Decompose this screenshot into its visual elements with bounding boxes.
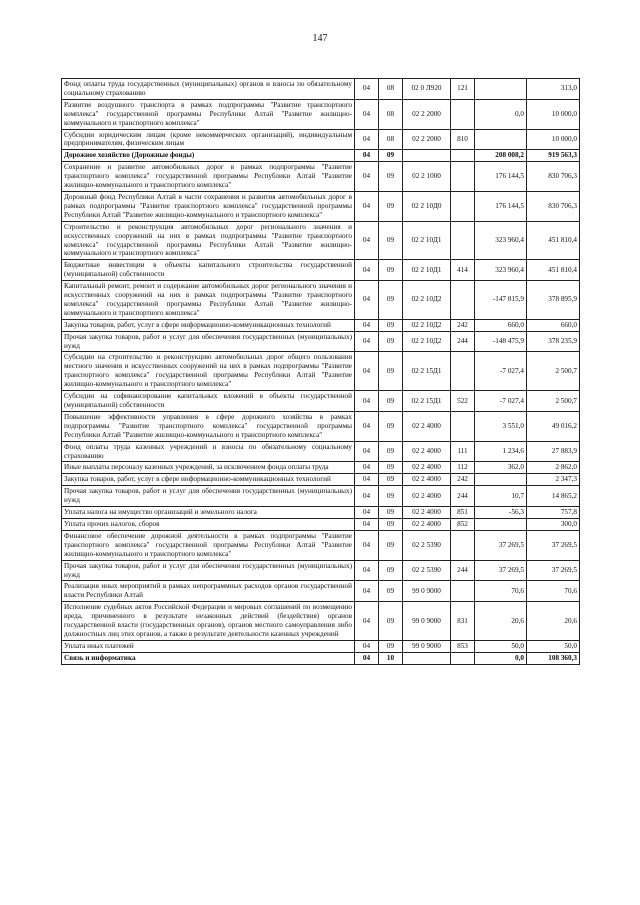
section-code: 04: [355, 79, 379, 100]
expense-type-code: [451, 221, 475, 260]
target-article-code: 02 2 4000: [403, 518, 451, 530]
section-code: 04: [355, 191, 379, 221]
expense-type-code: 244: [451, 486, 475, 507]
budget-item-name: Субсидии юридическим лицам (кроме некоммерческих организаций), индивидуальным предпринимателям, физическим лицам: [62, 129, 355, 150]
table-row: [62, 260, 580, 281]
budget-item-name: Реализация иных мероприятий в рамках непрограммных расходов органов государственной власти Республики Алтай: [62, 581, 355, 602]
section-code: 04: [355, 352, 379, 391]
target-article-code: 02 2 4000: [403, 507, 451, 519]
amount-change: 37 269,5: [475, 530, 527, 560]
page-number: 147: [312, 33, 328, 44]
amount-total: 378 235,9: [527, 331, 580, 352]
budget-item-name: Уплата прочих налогов, сборов: [62, 518, 355, 530]
subsection-code: 09: [379, 507, 403, 519]
table-row: [62, 581, 580, 602]
table-row: [62, 474, 580, 486]
amount-change: 0,0: [475, 99, 527, 129]
section-code: 04: [355, 281, 379, 320]
target-article-code: 99 0 9000: [403, 581, 451, 602]
table-row: [62, 602, 580, 641]
table-row: [62, 462, 580, 474]
section-code: 04: [355, 129, 379, 150]
section-code: 04: [355, 581, 379, 602]
budget-item-name: Развитие воздушного транспорта в рамках подпрограммы "Развитие транспортного комплекса" государственной программы Республики Алтай "Развитие жилищно-коммунального и транспортного комплекса": [62, 99, 355, 129]
amount-change: [475, 129, 527, 150]
section-code: 04: [355, 530, 379, 560]
section-code: 04: [355, 162, 379, 192]
amount-total: 49 016,2: [527, 411, 580, 441]
budget-item-name: Сохранение и развитие автомобильных дорог в рамках подпрограммы "Развитие транспортного комплекса" государственной программы Республики Алтай "Развитие жилищно-коммунального и транспортного комплекса": [62, 162, 355, 192]
expense-type-code: [451, 150, 475, 162]
expense-type-code: 831: [451, 602, 475, 641]
expense-type-code: [451, 652, 475, 664]
subsection-code: 09: [379, 352, 403, 391]
target-article-code: 02 2 4000: [403, 411, 451, 441]
budget-item-name: Субсидии на софинансирование капитальных вложений в объекты государственной (муниципальной) собственности: [62, 391, 355, 412]
amount-total: 757,8: [527, 507, 580, 519]
budget-item-name: Прочая закупка товаров, работ и услуг для обеспечения государственных (муниципальных) нужд: [62, 560, 355, 581]
subsection-code: 09: [379, 518, 403, 530]
table-row: [62, 560, 580, 581]
amount-change: 323 960,4: [475, 260, 527, 281]
table-row: [62, 319, 580, 331]
table-row: [62, 129, 580, 150]
subsection-code: 10: [379, 652, 403, 664]
amount-total: 2 500,7: [527, 391, 580, 412]
amount-total: 20,6: [527, 602, 580, 641]
table-row: [62, 352, 580, 391]
target-article-code: [403, 652, 451, 664]
section-code: 04: [355, 221, 379, 260]
section-code: 04: [355, 518, 379, 530]
budget-item-name: Фонд оплаты труда казенных учреждений и взносы по обязательному социальному страхованию: [62, 441, 355, 462]
table-row: [62, 530, 580, 560]
budget-table-body: [62, 79, 580, 665]
amount-change: 176 144,5: [475, 191, 527, 221]
budget-item-name: Исполнение судебных актов Российской Федерации и мировых соглашений по возмещению вреда, причиненного в результате незаконных действий (бездействия) органов государственной власти (государственных органов), органов местного самоуправления либо должностных лиц этих органов, а также в результате деятельности казенных учреждений: [62, 602, 355, 641]
budget-table: [61, 78, 580, 665]
section-code: 04: [355, 319, 379, 331]
subsection-code: 09: [379, 391, 403, 412]
target-article-code: 02 2 2000: [403, 99, 451, 129]
budget-item-name: Закупка товаров, работ, услуг в сфере информационно-коммуникационных технологий: [62, 319, 355, 331]
amount-change: 323 960,4: [475, 221, 527, 260]
amount-change: 362,0: [475, 462, 527, 474]
amount-total: 2 862,0: [527, 462, 580, 474]
section-code: 04: [355, 260, 379, 281]
expense-type-code: 112: [451, 462, 475, 474]
section-code: 04: [355, 331, 379, 352]
subsection-code: 09: [379, 162, 403, 192]
target-article-code: 02 2 5390: [403, 560, 451, 581]
table-row: [62, 99, 580, 129]
budget-item-name: Иные выплаты персоналу казенных учреждений, за исключением фонда оплаты труда: [62, 462, 355, 474]
target-article-code: 02 2 4000: [403, 486, 451, 507]
budget-item-name: Дорожное хозяйство (Дорожные фонды): [62, 150, 355, 162]
subsection-code: 09: [379, 581, 403, 602]
expense-type-code: 242: [451, 319, 475, 331]
expense-type-code: [451, 99, 475, 129]
amount-total: 300,0: [527, 518, 580, 530]
subsection-code: 09: [379, 331, 403, 352]
amount-total: 451 810,4: [527, 260, 580, 281]
expense-type-code: 810: [451, 129, 475, 150]
budget-item-name: Фонд оплаты труда государственных (муниципальных) органов и взносы по обязательному социальному страхованию: [62, 79, 355, 100]
expense-type-code: [451, 581, 475, 602]
subsection-code: 09: [379, 221, 403, 260]
expense-type-code: 111: [451, 441, 475, 462]
expense-type-code: [451, 352, 475, 391]
expense-type-code: 414: [451, 260, 475, 281]
amount-change: 20,6: [475, 602, 527, 641]
budget-item-name: Дорожный фонд Республики Алтай в части сохранения и развития автомобильных дорог в рамках подпрограммы "Развитие транспортного комплекса" государственной программы Республики Алтай "Развитие жилищно-коммунального и транспортного комплекса": [62, 191, 355, 221]
table-row: [62, 652, 580, 664]
subsection-code: 09: [379, 530, 403, 560]
amount-change: 176 144,5: [475, 162, 527, 192]
target-article-code: 02 2 15Д1: [403, 391, 451, 412]
amount-change: -7 027,4: [475, 352, 527, 391]
section-code: 04: [355, 150, 379, 162]
amount-change: -7 027,4: [475, 391, 527, 412]
subsection-code: 08: [379, 79, 403, 100]
subsection-code: 09: [379, 441, 403, 462]
section-code: 04: [355, 99, 379, 129]
table-row: [62, 441, 580, 462]
subsection-code: 09: [379, 474, 403, 486]
amount-change: 660,0: [475, 319, 527, 331]
amount-change: -148 475,9: [475, 331, 527, 352]
expense-type-code: [451, 530, 475, 560]
subsection-code: 09: [379, 150, 403, 162]
table-row: [62, 150, 580, 162]
expense-type-code: 522: [451, 391, 475, 412]
target-article-code: [403, 150, 451, 162]
target-article-code: 02 2 2000: [403, 129, 451, 150]
subsection-code: 09: [379, 640, 403, 652]
expense-type-code: 853: [451, 640, 475, 652]
target-article-code: 02 2 4000: [403, 474, 451, 486]
subsection-code: 09: [379, 260, 403, 281]
section-code: 04: [355, 486, 379, 507]
section-code: 04: [355, 507, 379, 519]
target-article-code: 02 2 10Д2: [403, 281, 451, 320]
amount-change: -56,3: [475, 507, 527, 519]
budget-item-name: Уплата налога на имущество организаций и земельного налога: [62, 507, 355, 519]
expense-type-code: 851: [451, 507, 475, 519]
table-row: [62, 281, 580, 320]
table-row: [62, 162, 580, 192]
budget-item-name: Капитальный ремонт, ремонт и содержание автомобильных дорог регионального значения и искусственных сооружений на них в рамках подпрограммы "Развитие транспортного комплекса" государственной программы Республики Алтай "Развитие жилищно-коммунального и транспортного комплекса": [62, 281, 355, 320]
subsection-code: 09: [379, 486, 403, 507]
target-article-code: 99 0 9000: [403, 602, 451, 641]
amount-change: 0,0: [475, 652, 527, 664]
amount-total: 830 706,3: [527, 162, 580, 192]
table-row: [62, 486, 580, 507]
amount-change: 50,0: [475, 640, 527, 652]
target-article-code: 02 2 10Д0: [403, 191, 451, 221]
table-row: [62, 391, 580, 412]
section-code: 04: [355, 652, 379, 664]
expense-type-code: 244: [451, 331, 475, 352]
section-code: 04: [355, 441, 379, 462]
subsection-code: 09: [379, 191, 403, 221]
amount-total: 37 269,5: [527, 560, 580, 581]
expense-type-code: 242: [451, 474, 475, 486]
amount-total: 27 883,9: [527, 441, 580, 462]
expense-type-code: 852: [451, 518, 475, 530]
amount-change: 37 269,5: [475, 560, 527, 581]
expense-type-code: 244: [451, 560, 475, 581]
table-row: [62, 191, 580, 221]
amount-total: 70,6: [527, 581, 580, 602]
section-code: 04: [355, 602, 379, 641]
amount-change: 10,7: [475, 486, 527, 507]
amount-change: -147 815,9: [475, 281, 527, 320]
section-code: 04: [355, 560, 379, 581]
amount-change: 70,6: [475, 581, 527, 602]
budget-item-name: Прочая закупка товаров, работ и услуг для обеспечения государственных (муниципальных) нужд: [62, 486, 355, 507]
section-code: 04: [355, 640, 379, 652]
amount-change: 208 008,2: [475, 150, 527, 162]
table-row: [62, 221, 580, 260]
amount-total: 10 000,0: [527, 129, 580, 150]
subsection-code: 08: [379, 129, 403, 150]
budget-item-name: Повышение эффективности управления в сфере дорожного хозяйства в рамках подпрограммы "Развитие транспортного комплекса" государственной программы Республики Алтай "Развитие жилищно-коммунального и транспортного комплекса": [62, 411, 355, 441]
budget-item-name: Связь и информатика: [62, 652, 355, 664]
target-article-code: 02 2 5390: [403, 530, 451, 560]
table-row: [62, 640, 580, 652]
amount-total: 14 865,2: [527, 486, 580, 507]
amount-total: 451 810,4: [527, 221, 580, 260]
table-row: [62, 411, 580, 441]
target-article-code: 02 2 10Д1: [403, 260, 451, 281]
section-code: 04: [355, 462, 379, 474]
target-article-code: 02 2 1000: [403, 162, 451, 192]
target-article-code: 99 0 9000: [403, 640, 451, 652]
amount-total: 919 563,3: [527, 150, 580, 162]
target-article-code: 02 2 4000: [403, 441, 451, 462]
amount-change: [475, 518, 527, 530]
amount-total: 313,0: [527, 79, 580, 100]
amount-total: 108 360,3: [527, 652, 580, 664]
target-article-code: 02 2 15Д1: [403, 352, 451, 391]
budget-item-name: Строительство и реконструкция автомобильных дорог регионального значения и искусственных сооружений на них в рамках подпрограммы "Развитие транспортного комплекса" государственной программы Республики Алтай "Развитие жилищно-коммунального и транспортного комплекса": [62, 221, 355, 260]
budget-item-name: Закупка товаров, работ, услуг в сфере информационно-коммуникационных технологий: [62, 474, 355, 486]
amount-total: 2 500,7: [527, 352, 580, 391]
subsection-code: 09: [379, 602, 403, 641]
subsection-code: 09: [379, 411, 403, 441]
amount-total: 378 895,9: [527, 281, 580, 320]
amount-total: 2 347,3: [527, 474, 580, 486]
amount-total: 830 706,3: [527, 191, 580, 221]
amount-change: [475, 474, 527, 486]
table-row: [62, 331, 580, 352]
table-row: [62, 79, 580, 100]
budget-item-name: Прочая закупка товаров, работ и услуг для обеспечения государственных (муниципальных) нужд: [62, 331, 355, 352]
subsection-code: 09: [379, 560, 403, 581]
target-article-code: 02 2 10Д2: [403, 331, 451, 352]
target-article-code: 02 2 4000: [403, 462, 451, 474]
subsection-code: 09: [379, 462, 403, 474]
expense-type-code: [451, 411, 475, 441]
budget-item-name: Финансовое обеспечение дорожной деятельности в рамках подпрограммы "Развитие транспортного комплекса" государственной программы Республики Алтай "Развитие жилищно-коммунального и транспортного комплекса": [62, 530, 355, 560]
amount-total: 10 000,0: [527, 99, 580, 129]
amount-change: 1 234,6: [475, 441, 527, 462]
amount-total: 37 269,5: [527, 530, 580, 560]
target-article-code: 02 2 10Д2: [403, 319, 451, 331]
budget-item-name: Бюджетные инвестиции в объекты капитального строительства государственной (муниципальной) собственности: [62, 260, 355, 281]
table-row: [62, 507, 580, 519]
subsection-code: 09: [379, 281, 403, 320]
expense-type-code: [451, 162, 475, 192]
section-code: 04: [355, 391, 379, 412]
amount-total: 50,0: [527, 640, 580, 652]
amount-change: [475, 79, 527, 100]
table-row: [62, 518, 580, 530]
expense-type-code: [451, 191, 475, 221]
amount-total: 660,0: [527, 319, 580, 331]
expense-type-code: 121: [451, 79, 475, 100]
budget-item-name: Уплата иных платежей: [62, 640, 355, 652]
expense-type-code: [451, 281, 475, 320]
target-article-code: 02 0 Л920: [403, 79, 451, 100]
target-article-code: 02 2 10Д1: [403, 221, 451, 260]
section-code: 04: [355, 474, 379, 486]
subsection-code: 09: [379, 319, 403, 331]
subsection-code: 08: [379, 99, 403, 129]
section-code: 04: [355, 411, 379, 441]
budget-item-name: Субсидии на строительство и реконструкцию автомобильных дорог общего пользования местного значения и искусственных сооружений на них в рамках подпрограммы "Развитие транспортного комплекса" государственной программы Республики Алтай "Развитие жилищно-коммунального и транспортного комплекса": [62, 352, 355, 391]
amount-change: 3 551,0: [475, 411, 527, 441]
